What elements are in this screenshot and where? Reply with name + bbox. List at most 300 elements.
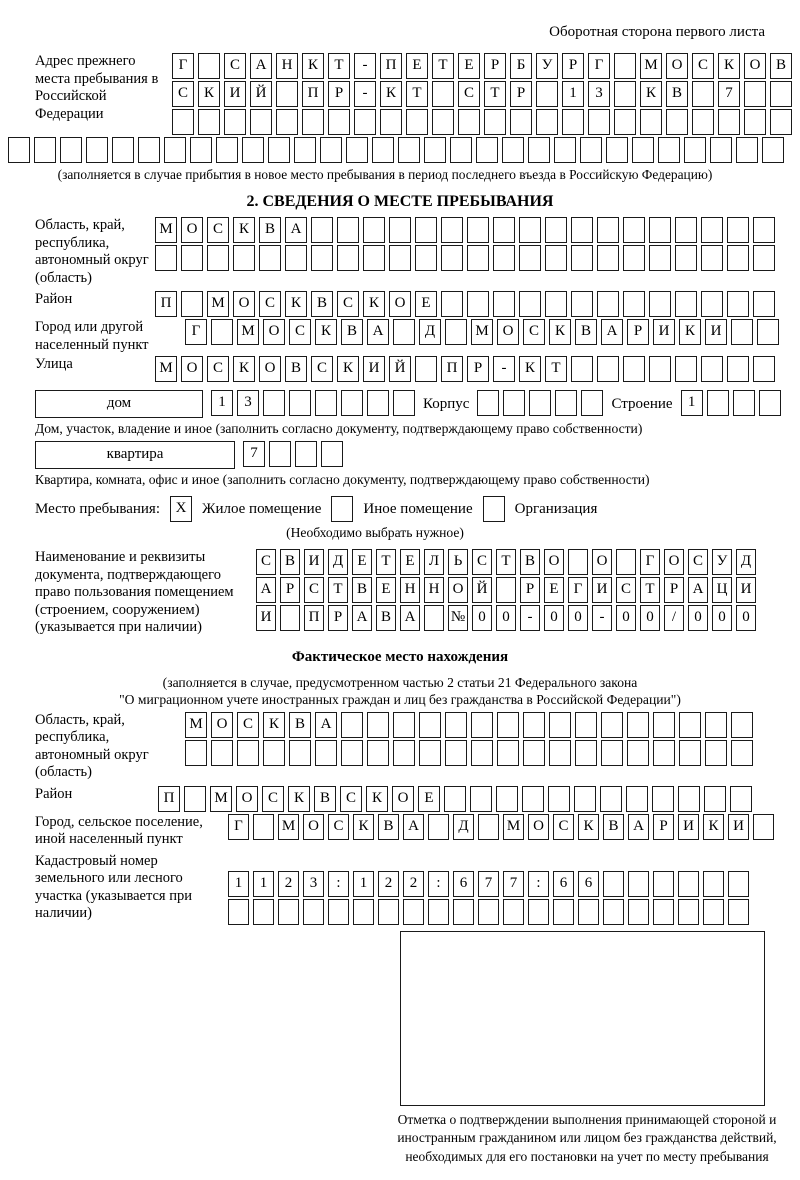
char-cell[interactable]: 1 — [681, 390, 703, 416]
char-cell[interactable]: П — [304, 605, 324, 631]
char-cell[interactable] — [666, 109, 688, 135]
char-cell[interactable] — [250, 109, 272, 135]
char-cell[interactable]: Т — [328, 53, 350, 79]
char-cell[interactable] — [354, 109, 376, 135]
char-cell[interactable] — [653, 899, 674, 925]
char-cell[interactable] — [523, 740, 545, 766]
char-cell[interactable]: К — [263, 712, 285, 738]
char-cell[interactable] — [762, 137, 784, 163]
char-cell[interactable]: И — [592, 577, 612, 603]
char-cell[interactable] — [453, 899, 474, 925]
char-cell[interactable]: А — [250, 53, 272, 79]
char-cell[interactable]: 1 — [211, 390, 233, 416]
char-cell[interactable] — [198, 109, 220, 135]
char-cell[interactable] — [337, 217, 359, 243]
char-cell[interactable] — [341, 712, 363, 738]
char-cell[interactable] — [497, 740, 519, 766]
char-cell[interactable] — [450, 137, 472, 163]
char-cell[interactable]: Р — [653, 814, 674, 840]
char-cell[interactable] — [727, 291, 749, 317]
char-cell[interactable] — [263, 390, 285, 416]
char-cell[interactable] — [207, 245, 229, 271]
char-cell[interactable] — [389, 245, 411, 271]
char-cell[interactable] — [478, 899, 499, 925]
char-cell[interactable]: В — [285, 356, 307, 382]
char-cell[interactable] — [172, 109, 194, 135]
char-cell[interactable] — [555, 390, 577, 416]
char-cell[interactable]: Д — [736, 549, 756, 575]
char-cell[interactable] — [393, 740, 415, 766]
char-cell[interactable] — [493, 291, 515, 317]
char-cell[interactable] — [467, 245, 489, 271]
char-cell[interactable] — [536, 81, 558, 107]
char-cell[interactable]: К — [640, 81, 662, 107]
char-cell[interactable] — [496, 786, 518, 812]
char-cell[interactable]: С — [311, 356, 333, 382]
char-cell[interactable] — [441, 245, 463, 271]
char-cell[interactable]: - — [354, 81, 376, 107]
char-cell[interactable] — [289, 740, 311, 766]
char-cell[interactable] — [441, 217, 463, 243]
char-cell[interactable] — [684, 137, 706, 163]
char-cell[interactable] — [601, 712, 623, 738]
char-cell[interactable]: С — [224, 53, 246, 79]
char-cell[interactable]: Т — [496, 549, 516, 575]
char-cell[interactable]: С — [207, 217, 229, 243]
char-cell[interactable] — [679, 740, 701, 766]
char-cell[interactable] — [759, 390, 781, 416]
char-cell[interactable]: К — [285, 291, 307, 317]
char-cell[interactable] — [705, 712, 727, 738]
char-cell[interactable]: Е — [352, 549, 372, 575]
char-cell[interactable]: 7 — [718, 81, 740, 107]
char-cell[interactable] — [703, 871, 724, 897]
char-cell[interactable] — [652, 786, 674, 812]
char-cell[interactable] — [216, 137, 238, 163]
char-cell[interactable] — [528, 137, 550, 163]
char-cell[interactable] — [478, 814, 499, 840]
char-cell[interactable] — [389, 217, 411, 243]
char-cell[interactable]: О — [592, 549, 612, 575]
char-cell[interactable]: С — [523, 319, 545, 345]
char-cell[interactable]: О — [448, 577, 468, 603]
char-cell[interactable]: 1 — [253, 871, 274, 897]
char-cell[interactable]: Й — [472, 577, 492, 603]
char-cell[interactable] — [419, 712, 441, 738]
char-cell[interactable] — [445, 740, 467, 766]
char-cell[interactable]: У — [536, 53, 558, 79]
char-cell[interactable]: 0 — [712, 605, 732, 631]
char-cell[interactable] — [315, 390, 337, 416]
char-cell[interactable]: К — [718, 53, 740, 79]
char-cell[interactable]: М — [155, 356, 177, 382]
char-cell[interactable]: И — [363, 356, 385, 382]
char-cell[interactable]: Р — [510, 81, 532, 107]
char-cell[interactable]: : — [328, 871, 349, 897]
char-cell[interactable] — [574, 786, 596, 812]
char-cell[interactable] — [502, 137, 524, 163]
char-cell[interactable] — [181, 291, 203, 317]
char-cell[interactable] — [276, 109, 298, 135]
char-cell[interactable]: Й — [389, 356, 411, 382]
char-cell[interactable] — [545, 245, 567, 271]
char-cell[interactable]: 0 — [688, 605, 708, 631]
char-cell[interactable]: 0 — [544, 605, 564, 631]
char-cell[interactable]: 6 — [578, 871, 599, 897]
char-cell[interactable] — [471, 740, 493, 766]
char-cell[interactable]: А — [315, 712, 337, 738]
char-cell[interactable]: / — [664, 605, 684, 631]
char-cell[interactable] — [770, 109, 792, 135]
char-cell[interactable] — [753, 245, 775, 271]
char-cell[interactable] — [519, 291, 541, 317]
char-cell[interactable] — [503, 899, 524, 925]
char-cell[interactable] — [432, 109, 454, 135]
char-cell[interactable]: Р — [627, 319, 649, 345]
char-cell[interactable] — [753, 291, 775, 317]
char-cell[interactable]: И — [678, 814, 699, 840]
char-cell[interactable] — [553, 899, 574, 925]
char-cell[interactable] — [640, 109, 662, 135]
char-cell[interactable]: 0 — [736, 605, 756, 631]
char-cell[interactable] — [467, 291, 489, 317]
char-cell[interactable]: 6 — [553, 871, 574, 897]
char-cell[interactable] — [701, 217, 723, 243]
char-cell[interactable]: Е — [458, 53, 480, 79]
char-cell[interactable]: 2 — [378, 871, 399, 897]
char-cell[interactable] — [770, 81, 792, 107]
char-cell[interactable]: В — [314, 786, 336, 812]
char-cell[interactable] — [562, 109, 584, 135]
char-cell[interactable]: Р — [467, 356, 489, 382]
char-cell[interactable] — [493, 245, 515, 271]
char-cell[interactable] — [294, 137, 316, 163]
char-cell[interactable]: Д — [419, 319, 441, 345]
char-cell[interactable] — [744, 81, 766, 107]
char-cell[interactable]: X — [170, 496, 192, 522]
char-cell[interactable] — [522, 786, 544, 812]
char-cell[interactable]: О — [233, 291, 255, 317]
char-cell[interactable] — [616, 549, 636, 575]
char-cell[interactable] — [211, 740, 233, 766]
char-cell[interactable]: К — [703, 814, 724, 840]
char-cell[interactable]: К — [353, 814, 374, 840]
char-cell[interactable] — [328, 109, 350, 135]
char-cell[interactable] — [701, 291, 723, 317]
char-cell[interactable] — [444, 786, 466, 812]
char-cell[interactable] — [601, 740, 623, 766]
char-cell[interactable] — [649, 217, 671, 243]
char-cell[interactable]: О — [528, 814, 549, 840]
char-cell[interactable] — [628, 899, 649, 925]
char-cell[interactable] — [112, 137, 134, 163]
char-cell[interactable]: В — [520, 549, 540, 575]
char-cell[interactable]: С — [172, 81, 194, 107]
char-cell[interactable]: Е — [418, 786, 440, 812]
char-cell[interactable]: Й — [250, 81, 272, 107]
char-cell[interactable] — [614, 81, 636, 107]
char-cell[interactable] — [703, 899, 724, 925]
char-cell[interactable]: Г — [172, 53, 194, 79]
char-cell[interactable] — [679, 712, 701, 738]
char-cell[interactable] — [181, 245, 203, 271]
char-cell[interactable] — [701, 356, 723, 382]
char-cell[interactable]: Д — [328, 549, 348, 575]
char-cell[interactable]: В — [289, 712, 311, 738]
char-cell[interactable]: О — [664, 549, 684, 575]
char-cell[interactable]: О — [744, 53, 766, 79]
char-cell[interactable]: В — [280, 549, 300, 575]
char-cell[interactable] — [34, 137, 56, 163]
char-cell[interactable] — [184, 786, 206, 812]
char-cell[interactable]: Т — [484, 81, 506, 107]
char-cell[interactable]: В — [311, 291, 333, 317]
char-cell[interactable] — [493, 217, 515, 243]
char-cell[interactable]: : — [428, 871, 449, 897]
char-cell[interactable]: Т — [376, 549, 396, 575]
char-cell[interactable] — [341, 740, 363, 766]
char-cell[interactable] — [253, 899, 274, 925]
char-cell[interactable] — [415, 217, 437, 243]
char-cell[interactable] — [428, 814, 449, 840]
char-cell[interactable]: Н — [400, 577, 420, 603]
char-cell[interactable] — [295, 441, 317, 467]
char-cell[interactable] — [432, 81, 454, 107]
char-cell[interactable] — [727, 245, 749, 271]
char-cell[interactable]: Г — [640, 549, 660, 575]
char-cell[interactable] — [597, 356, 619, 382]
char-cell[interactable] — [311, 245, 333, 271]
char-cell[interactable] — [367, 390, 389, 416]
char-cell[interactable] — [653, 712, 675, 738]
char-cell[interactable] — [571, 217, 593, 243]
char-cell[interactable]: С — [458, 81, 480, 107]
char-cell[interactable] — [588, 109, 610, 135]
char-cell[interactable] — [8, 137, 30, 163]
char-cell[interactable]: 1 — [353, 871, 374, 897]
char-cell[interactable] — [198, 53, 220, 79]
char-cell[interactable] — [623, 245, 645, 271]
char-cell[interactable]: Д — [453, 814, 474, 840]
char-cell[interactable]: И — [728, 814, 749, 840]
char-cell[interactable] — [445, 712, 467, 738]
char-cell[interactable] — [600, 786, 622, 812]
char-cell[interactable]: С — [553, 814, 574, 840]
char-cell[interactable]: : — [528, 871, 549, 897]
char-cell[interactable] — [419, 740, 441, 766]
char-cell[interactable]: С — [304, 577, 324, 603]
char-cell[interactable] — [701, 245, 723, 271]
char-cell[interactable] — [731, 740, 753, 766]
char-cell[interactable] — [597, 217, 619, 243]
char-cell[interactable]: Т — [406, 81, 428, 107]
char-cell[interactable]: Р — [280, 577, 300, 603]
char-cell[interactable]: Р — [664, 577, 684, 603]
char-cell[interactable] — [744, 109, 766, 135]
char-cell[interactable]: О — [392, 786, 414, 812]
char-cell[interactable]: П — [155, 291, 177, 317]
char-cell[interactable] — [731, 319, 753, 345]
char-cell[interactable]: В — [666, 81, 688, 107]
char-cell[interactable]: 7 — [243, 441, 265, 467]
char-cell[interactable] — [519, 217, 541, 243]
char-cell[interactable] — [707, 390, 729, 416]
char-cell[interactable]: 1 — [562, 81, 584, 107]
char-cell[interactable] — [623, 356, 645, 382]
char-cell[interactable]: О — [263, 319, 285, 345]
char-cell[interactable]: Ь — [448, 549, 468, 575]
char-cell[interactable] — [155, 245, 177, 271]
char-cell[interactable]: В — [770, 53, 792, 79]
char-cell[interactable]: К — [578, 814, 599, 840]
char-cell[interactable] — [528, 899, 549, 925]
char-cell[interactable] — [445, 319, 467, 345]
char-cell[interactable] — [606, 137, 628, 163]
char-cell[interactable]: С — [328, 814, 349, 840]
char-cell[interactable] — [658, 137, 680, 163]
char-cell[interactable]: Н — [276, 53, 298, 79]
char-cell[interactable]: К — [380, 81, 402, 107]
stay-checkbox-other[interactable] — [331, 496, 353, 522]
char-cell[interactable]: У — [712, 549, 732, 575]
char-cell[interactable] — [730, 786, 752, 812]
char-cell[interactable] — [428, 899, 449, 925]
char-cell[interactable] — [353, 899, 374, 925]
char-cell[interactable]: К — [549, 319, 571, 345]
char-cell[interactable]: К — [288, 786, 310, 812]
char-cell[interactable] — [554, 137, 576, 163]
char-cell[interactable] — [406, 109, 428, 135]
char-cell[interactable] — [303, 899, 324, 925]
char-cell[interactable]: К — [315, 319, 337, 345]
char-cell[interactable] — [710, 137, 732, 163]
char-cell[interactable] — [597, 291, 619, 317]
stay-checkbox-dwelling[interactable] — [170, 496, 192, 522]
char-cell[interactable] — [477, 390, 499, 416]
char-cell[interactable]: П — [380, 53, 402, 79]
char-cell[interactable]: М — [640, 53, 662, 79]
char-cell[interactable] — [519, 245, 541, 271]
char-cell[interactable]: А — [285, 217, 307, 243]
char-cell[interactable]: Р — [520, 577, 540, 603]
char-cell[interactable] — [484, 109, 506, 135]
char-cell[interactable]: М — [471, 319, 493, 345]
char-cell[interactable]: О — [389, 291, 411, 317]
char-cell[interactable] — [253, 814, 274, 840]
char-cell[interactable] — [403, 899, 424, 925]
char-cell[interactable]: О — [259, 356, 281, 382]
char-cell[interactable] — [678, 786, 700, 812]
char-cell[interactable] — [346, 137, 368, 163]
char-cell[interactable] — [503, 390, 525, 416]
char-cell[interactable]: А — [256, 577, 276, 603]
char-cell[interactable] — [571, 291, 593, 317]
char-cell[interactable] — [315, 740, 337, 766]
char-cell[interactable] — [623, 217, 645, 243]
char-cell[interactable]: - — [354, 53, 376, 79]
char-cell[interactable]: И — [304, 549, 324, 575]
char-cell[interactable] — [614, 53, 636, 79]
char-cell[interactable] — [341, 390, 363, 416]
house-type-box[interactable]: дом — [35, 390, 203, 418]
char-cell[interactable]: В — [378, 814, 399, 840]
char-cell[interactable]: С — [337, 291, 359, 317]
char-cell[interactable] — [470, 786, 492, 812]
char-cell[interactable]: Т — [640, 577, 660, 603]
char-cell[interactable]: В — [603, 814, 624, 840]
char-cell[interactable] — [331, 496, 353, 522]
char-cell[interactable] — [372, 137, 394, 163]
char-cell[interactable]: 1 — [228, 871, 249, 897]
char-cell[interactable] — [692, 81, 714, 107]
char-cell[interactable]: О — [544, 549, 564, 575]
apartment-type-box[interactable]: квартира — [35, 441, 235, 469]
char-cell[interactable] — [415, 356, 437, 382]
char-cell[interactable]: Р — [562, 53, 584, 79]
char-cell[interactable] — [467, 217, 489, 243]
char-cell[interactable] — [653, 740, 675, 766]
char-cell[interactable] — [653, 871, 674, 897]
char-cell[interactable] — [549, 712, 571, 738]
char-cell[interactable] — [578, 899, 599, 925]
char-cell[interactable] — [328, 899, 349, 925]
char-cell[interactable]: И — [256, 605, 276, 631]
char-cell[interactable] — [675, 217, 697, 243]
char-cell[interactable] — [753, 356, 775, 382]
char-cell[interactable] — [237, 740, 259, 766]
char-cell[interactable] — [278, 899, 299, 925]
char-cell[interactable] — [497, 712, 519, 738]
char-cell[interactable] — [363, 217, 385, 243]
char-cell[interactable]: И — [224, 81, 246, 107]
char-cell[interactable]: К — [679, 319, 701, 345]
char-cell[interactable]: К — [337, 356, 359, 382]
char-cell[interactable] — [268, 137, 290, 163]
char-cell[interactable]: Л — [424, 549, 444, 575]
char-cell[interactable]: К — [366, 786, 388, 812]
char-cell[interactable] — [289, 390, 311, 416]
char-cell[interactable]: М — [237, 319, 259, 345]
char-cell[interactable]: 0 — [472, 605, 492, 631]
char-cell[interactable] — [233, 245, 255, 271]
char-cell[interactable]: А — [400, 605, 420, 631]
char-cell[interactable]: Г — [185, 319, 207, 345]
char-cell[interactable]: Т — [432, 53, 454, 79]
char-cell[interactable] — [649, 245, 671, 271]
char-cell[interactable]: Г — [568, 577, 588, 603]
char-cell[interactable] — [628, 871, 649, 897]
char-cell[interactable]: С — [289, 319, 311, 345]
char-cell[interactable] — [627, 740, 649, 766]
char-cell[interactable]: И — [653, 319, 675, 345]
char-cell[interactable] — [190, 137, 212, 163]
char-cell[interactable]: С — [256, 549, 276, 575]
char-cell[interactable] — [614, 109, 636, 135]
char-cell[interactable] — [675, 291, 697, 317]
char-cell[interactable] — [263, 740, 285, 766]
char-cell[interactable]: Р — [328, 81, 350, 107]
char-cell[interactable] — [393, 390, 415, 416]
char-cell[interactable] — [320, 137, 342, 163]
char-cell[interactable] — [603, 871, 624, 897]
char-cell[interactable]: К — [233, 217, 255, 243]
char-cell[interactable] — [363, 245, 385, 271]
char-cell[interactable]: С — [688, 549, 708, 575]
char-cell[interactable] — [367, 740, 389, 766]
char-cell[interactable] — [736, 137, 758, 163]
char-cell[interactable]: О — [666, 53, 688, 79]
char-cell[interactable]: Е — [376, 577, 396, 603]
